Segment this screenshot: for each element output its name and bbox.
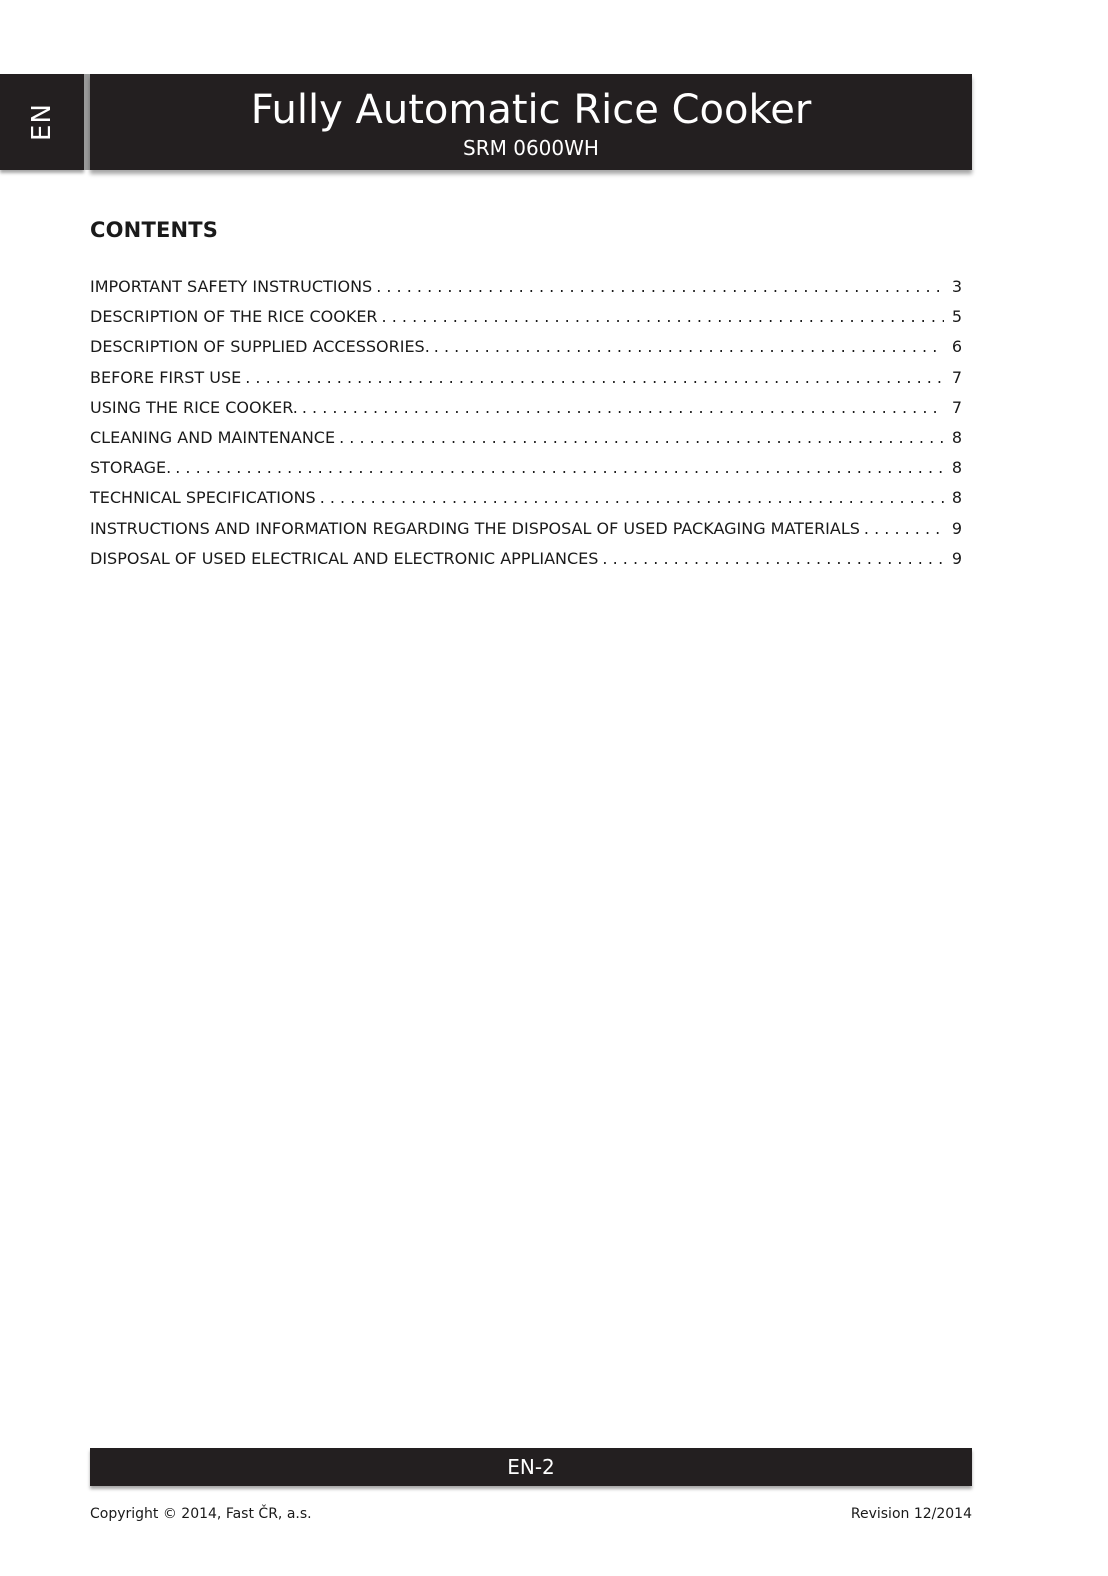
revision-label: Revision 12/2014 <box>850 1506 972 1522</box>
language-label: EN <box>27 103 57 141</box>
toc-item[interactable] <box>90 363 962 393</box>
toc-dot-leader <box>434 332 944 362</box>
toc-item[interactable] <box>90 544 962 574</box>
toc-item-title: STORAGE. <box>90 458 172 478</box>
toc-item[interactable] <box>90 302 962 332</box>
toc-item-page: 8 <box>951 427 962 447</box>
toc-item[interactable] <box>90 423 962 453</box>
toc-item[interactable] <box>90 272 962 302</box>
toc-dot-leader <box>245 363 944 393</box>
toc-item-page: 6 <box>951 337 962 357</box>
toc-item-title: BEFORE FIRST USE <box>90 367 242 387</box>
toc-item-page: 8 <box>951 488 962 508</box>
toc-item[interactable] <box>90 332 962 362</box>
model-number: SRM 0600WH <box>463 136 599 160</box>
copyright-notice: Copyright © 2014, Fast ČR, a.s. <box>90 1506 312 1522</box>
toc-item[interactable] <box>90 514 962 544</box>
toc-item-title: IMPORTANT SAFETY INSTRUCTIONS <box>90 277 373 296</box>
contents-heading: CONTENTS <box>90 218 219 242</box>
toc-dot-leader <box>382 302 944 332</box>
toc-item-title: TECHNICAL SPECIFICATIONS <box>90 488 316 508</box>
toc-item-page: 3 <box>951 277 962 296</box>
toc-item[interactable] <box>90 393 962 423</box>
header-banner <box>90 74 972 170</box>
toc-dot-leader <box>175 453 944 483</box>
toc-item-page: 7 <box>951 367 962 387</box>
page-number: EN-2 <box>507 1455 555 1479</box>
toc-item[interactable] <box>90 483 962 513</box>
toc-item-title: DISPOSAL OF USED ELECTRICAL AND ELECTRONIC APPLIANCES <box>90 548 599 568</box>
table-of-contents <box>90 272 962 574</box>
footer-page-bar <box>90 1448 972 1486</box>
language-tab <box>0 74 84 170</box>
toc-dot-leader <box>302 393 944 423</box>
toc-dot-leader <box>320 483 944 513</box>
toc-item-page: 5 <box>951 307 962 327</box>
toc-item-page: 9 <box>951 518 962 538</box>
page-title: Fully Automatic Rice Cooker <box>250 87 812 133</box>
toc-dot-leader <box>376 272 944 302</box>
toc-dot-leader <box>864 514 944 544</box>
toc-dot-leader <box>339 423 944 453</box>
toc-item-title: USING THE RICE COOKER. <box>90 397 298 417</box>
toc-item-title: DESCRIPTION OF SUPPLIED ACCESSORIES. <box>90 337 430 357</box>
toc-item-page: 7 <box>951 397 962 417</box>
toc-item-title: CLEANING AND MAINTENANCE <box>90 427 336 447</box>
toc-item-title: DESCRIPTION OF THE RICE COOKER <box>90 307 378 327</box>
toc-item-title: INSTRUCTIONS AND INFORMATION REGARDING THE DISPOSAL OF USED PACKAGING MATERIALS <box>90 518 860 538</box>
toc-item-page: 8 <box>951 458 962 478</box>
toc-dot-leader <box>602 544 944 574</box>
toc-item[interactable] <box>90 453 962 483</box>
toc-item-page: 9 <box>951 548 962 568</box>
